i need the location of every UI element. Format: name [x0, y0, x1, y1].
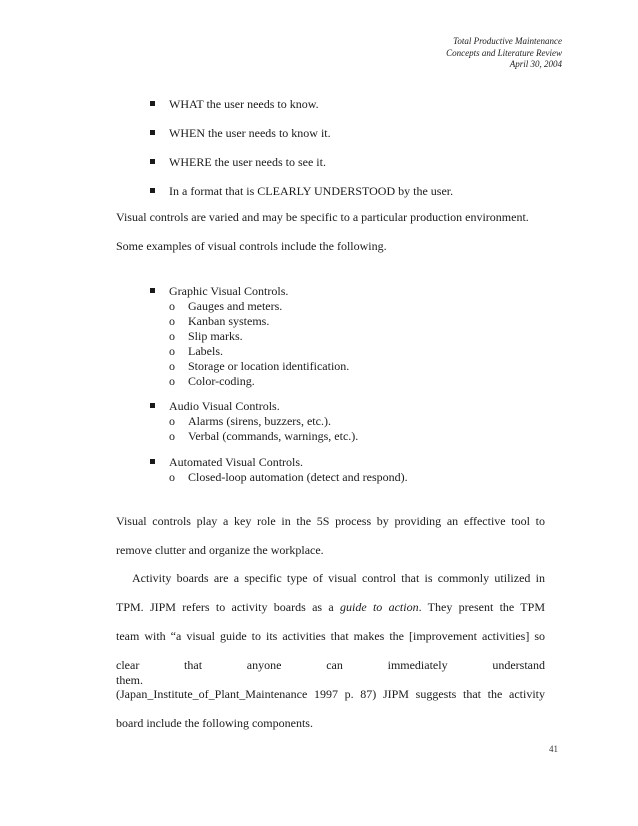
- page-number: 41: [549, 744, 558, 754]
- sub-item: o Kanban systems.: [169, 314, 270, 328]
- circle-bullet-icon: o: [169, 374, 175, 388]
- graphic-controls-group: [150, 284, 349, 389]
- running-header: [446, 36, 562, 71]
- circle-bullet-icon: o: [169, 429, 175, 443]
- square-bullet-icon: [150, 288, 155, 293]
- square-bullet-icon: [150, 188, 155, 193]
- square-bullet-icon: [150, 159, 155, 164]
- list-item: WHEN the user needs to know it.: [150, 126, 453, 141]
- group-title: Graphic Visual Controls. o Gauges and meters. o Kanban systems. o Slip marks. o Labels. o Storage or location identification. o Color-coding.: [150, 284, 349, 389]
- para2-line-3: team with “a visual guide to its activities that makes the [improvement activities] so: [116, 629, 545, 643]
- para2-line-4: clear that anyone can immediately understand them.: [116, 658, 545, 687]
- circle-bullet-icon: o: [169, 414, 175, 428]
- circle-bullet-icon: o: [169, 314, 175, 328]
- header-subtitle: Concepts and Literature Review: [446, 47, 562, 58]
- audio-controls-group: [150, 399, 358, 444]
- para1-line-1: Visual controls play a key role in the 5S process by providing an effective tool to: [116, 514, 545, 528]
- sub-item: o Gauges and meters.: [169, 299, 283, 313]
- square-bullet-icon: [150, 403, 155, 408]
- para2-line-2: TPM. JIPM refers to activity boards as a guide to action. They present the TPM: [116, 600, 545, 614]
- para2-line-5: (Japan_Institute_of_Plant_Maintenance 1997 p. 87) JIPM suggests that the activity: [116, 687, 545, 701]
- sub-item: o Labels.: [169, 344, 223, 358]
- square-bullet-icon: [150, 459, 155, 464]
- list-item: In a format that is CLEARLY UNDERSTOOD by the user.: [150, 184, 453, 199]
- circle-bullet-icon: o: [169, 329, 175, 343]
- sub-list: [169, 414, 358, 444]
- circle-bullet-icon: o: [169, 359, 175, 373]
- para1-line-2: remove clutter and organize the workplace.: [116, 543, 324, 557]
- sub-item: o Verbal (commands, warnings, etc.).: [169, 429, 359, 443]
- list-item: WHERE the user needs to see it.: [150, 155, 453, 170]
- header-date: April 30, 2004: [509, 59, 562, 69]
- automated-controls-group: [150, 455, 408, 485]
- circle-bullet-icon: o: [169, 344, 175, 358]
- sub-item: o Color-coding.: [169, 374, 255, 388]
- intro-line-2: Some examples of visual controls include the following.: [116, 239, 387, 253]
- emphasis-guide-to-action: guide to action: [340, 600, 419, 614]
- circle-bullet-icon: o: [169, 299, 175, 313]
- group-title: Automated Visual Controls. o Closed-loop automation (detect and respond).: [150, 455, 408, 485]
- para2-line-1: Activity boards are a specific type of visual control that is commonly utilized in: [132, 571, 545, 585]
- user-needs-list: [150, 97, 453, 199]
- sub-item: o Closed-loop automation (detect and respond).: [169, 470, 408, 484]
- header-title: Total Productive Maintenance: [453, 36, 562, 46]
- list-item: WHAT the user needs to know.: [150, 97, 453, 112]
- sub-list: [169, 470, 408, 485]
- sub-list: [169, 299, 349, 389]
- intro-line-1: Visual controls are varied and may be specific to a particular production environment.: [116, 210, 529, 224]
- square-bullet-icon: [150, 130, 155, 135]
- sub-item: o Slip marks.: [169, 329, 243, 343]
- group-title: Audio Visual Controls. o Alarms (sirens, buzzers, etc.). o Verbal (commands, warnings, etc.).: [150, 399, 358, 444]
- sub-item: o Storage or location identification.: [169, 359, 350, 373]
- circle-bullet-icon: o: [169, 470, 175, 484]
- square-bullet-icon: [150, 101, 155, 106]
- sub-item: o Alarms (sirens, buzzers, etc.).: [169, 414, 331, 428]
- para2-line-6: board include the following components.: [116, 716, 313, 730]
